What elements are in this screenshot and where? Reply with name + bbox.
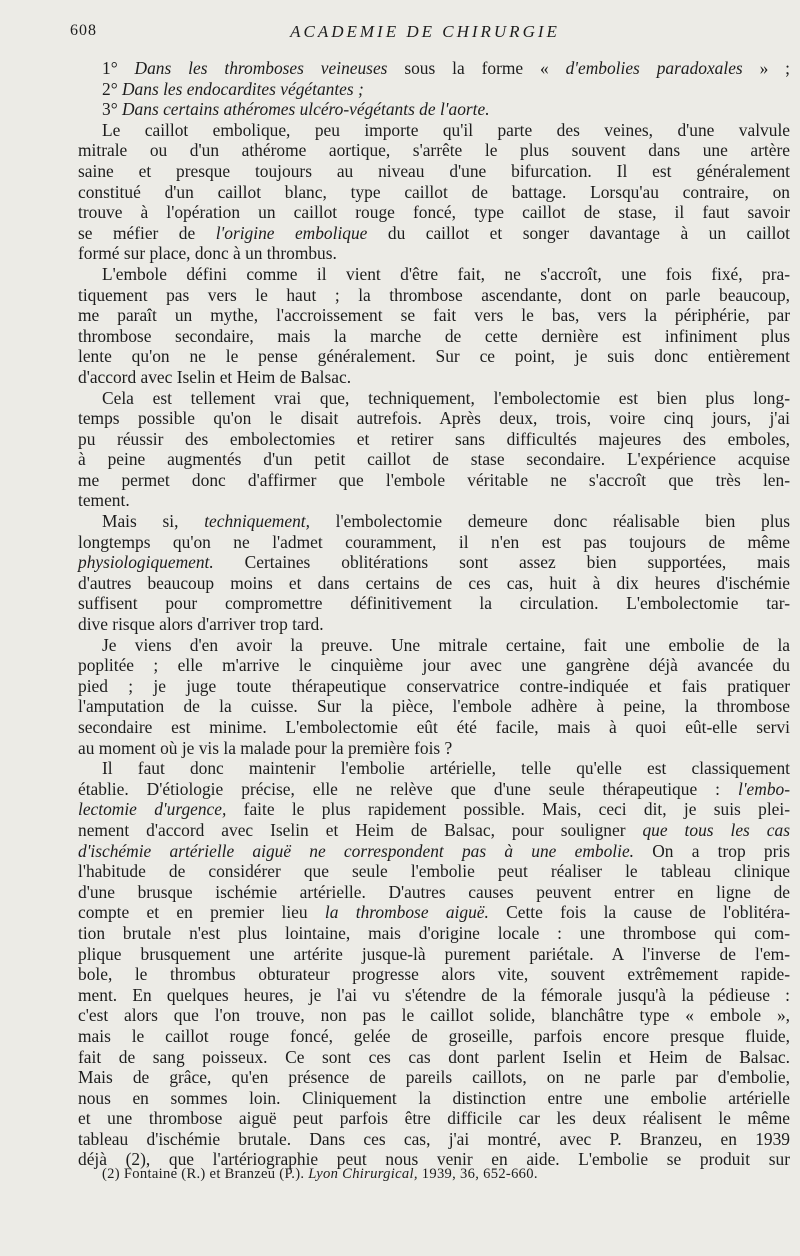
footnote-authors: Fontaine (R.) et Branzeu (P.). bbox=[123, 1166, 305, 1182]
italic-text: la thrombose aiguë. bbox=[324, 902, 489, 923]
text-line bbox=[78, 99, 790, 120]
text-segment: pied ; je juge toute thérapeutique conservatrice contre-indiquée et fais pratiquer bbox=[78, 675, 790, 696]
italic-text: techniquement, bbox=[204, 511, 310, 532]
italic-text: Dans certains athéromes ulcéro-végétants de l'aorte. bbox=[122, 99, 490, 120]
text-line bbox=[78, 1108, 790, 1129]
text-line bbox=[78, 182, 790, 203]
text-segment: fait de sang poisseux. Ce sont ces cas dont parlent Iselin et Heim de Balsac. bbox=[78, 1046, 790, 1067]
text-line bbox=[78, 243, 790, 264]
text-segment: formé sur place, donc à un thrombus. bbox=[78, 243, 337, 264]
text-segment: l'embolectomie demeure donc réalisable bien plus bbox=[309, 511, 790, 532]
text-segment: d'une brusque ischémie artérielle. D'autres causes peuvent entrer en ligne de bbox=[78, 881, 790, 902]
text-segment: compte et en premier lieu bbox=[78, 902, 325, 923]
text-segment: mais le caillot rouge foncé, gelée de groseille, parfois encore presque fluide, bbox=[78, 1025, 790, 1046]
text-segment: 1° bbox=[102, 58, 135, 78]
italic-text: Dans les thromboses veineuses bbox=[134, 58, 388, 78]
text-line bbox=[78, 470, 790, 491]
text-segment: trouve à l'opération un caillot rouge foncé, type caillot de stase, il faut savoir bbox=[78, 202, 790, 223]
text-line bbox=[78, 532, 790, 553]
text-line bbox=[78, 614, 790, 635]
italic-text: l'origine embolique bbox=[215, 222, 368, 243]
italic-text: physiologiquement. bbox=[78, 552, 214, 573]
text-line bbox=[78, 264, 790, 285]
text-segment: dive risque alors d'arriver trop tard. bbox=[78, 614, 324, 635]
text-segment: plique brusquement une artérite jusque-là purement pariétale. A l'inverse de l'em- bbox=[78, 943, 790, 964]
text-segment: Il faut donc maintenir l'embolie artérielle, telle qu'elle est classiquement bbox=[102, 758, 790, 779]
text-segment: à peine augmentés d'un petit caillot de stase secondaire. L'expérience acquise bbox=[78, 449, 790, 470]
text-line bbox=[78, 820, 790, 841]
text-segment: temps possible qu'on le disait autrefois. Après deux, trois, voire cinq jours, j'ai bbox=[78, 408, 790, 429]
text-line bbox=[78, 1005, 790, 1026]
italic-text: Dans les endocardites végétantes ; bbox=[122, 78, 364, 99]
text-segment: au moment où je vis la malade pour la première fois ? bbox=[78, 737, 453, 758]
text-segment: tement. bbox=[78, 490, 130, 511]
text-line bbox=[78, 985, 790, 1006]
text-segment: l'habitude de considérer que seule l'embolie peut réaliser le tableau clinique bbox=[78, 861, 790, 882]
text-line bbox=[78, 655, 790, 676]
text-segment: Le caillot embolique, peu importe qu'il parte des veines, d'une valvule bbox=[102, 119, 790, 140]
text-segment: Mais si, bbox=[102, 511, 205, 532]
text-line bbox=[78, 717, 790, 738]
italic-text: d'embolies paradoxales bbox=[565, 58, 743, 78]
text-segment: se méfier de bbox=[78, 222, 216, 243]
text-segment: thrombose secondaire, mais la marche de cette dernière est infiniment plus bbox=[78, 325, 790, 346]
text-segment: saine et presque toujours au niveau d'une bifurcation. Il est généralement bbox=[78, 160, 790, 181]
text-line bbox=[78, 738, 790, 759]
text-line bbox=[78, 635, 790, 656]
text-segment: c'est alors que l'on trouve, non pas le caillot solide, blanchâtre type « embole », bbox=[78, 1005, 790, 1026]
italic-text: que tous les cas bbox=[642, 819, 790, 840]
text-segment: d'autres beaucoup moins et dans certains de ces cas, huit à dix heures d'ischémie bbox=[78, 572, 790, 593]
text-line bbox=[78, 408, 790, 429]
text-segment: Cela est tellement vrai que, techniquement, l'embolectomie est bien plus long- bbox=[102, 387, 790, 408]
text-line bbox=[78, 1047, 790, 1068]
text-segment: L'embole défini comme il vient d'être fait, ne s'accroît, une fois fixé, pra- bbox=[102, 263, 790, 284]
text-line bbox=[78, 305, 790, 326]
text-segment: établie. D'étiologie précise, elle ne relève que d'une seule thérapeutique : bbox=[78, 778, 738, 799]
text-line bbox=[78, 79, 790, 100]
text-segment: Certaines oblitérations sont assez bien supportées, mais bbox=[213, 552, 790, 573]
italic-text: l'embo- bbox=[737, 778, 790, 799]
text-segment: sous la forme « bbox=[387, 58, 566, 78]
italic-text: lectomie d'urgence, bbox=[78, 799, 227, 820]
body-text bbox=[78, 58, 790, 1170]
text-line bbox=[78, 388, 790, 409]
text-segment: tiquement pas vers le haut ; la thrombose ascendante, dont on parle beaucoup, bbox=[78, 284, 790, 305]
text-line bbox=[78, 120, 790, 141]
text-line bbox=[78, 758, 790, 779]
text-segment: On a trop pris bbox=[634, 840, 790, 861]
text-line bbox=[78, 202, 790, 223]
text-segment: Mais de grâce, qu'en présence de pareils caillots, on ne parle par d'embolie, bbox=[78, 1067, 790, 1088]
italic-text: d'ischémie artérielle aiguë ne correspondent pas à une embolie. bbox=[78, 840, 635, 861]
text-segment: lente qu'on ne le pense généralement. Sur ce point, je suis donc entièrement bbox=[78, 346, 790, 367]
text-line bbox=[78, 223, 790, 244]
text-line bbox=[78, 944, 790, 965]
text-line bbox=[78, 696, 790, 717]
text-line bbox=[78, 449, 790, 470]
text-line bbox=[78, 593, 790, 614]
text-line bbox=[78, 1129, 790, 1150]
text-segment: suffisent pour compromettre définitivement la circulation. L'embolectomie tar- bbox=[78, 593, 790, 614]
text-line bbox=[78, 861, 790, 882]
text-line bbox=[78, 58, 790, 79]
footnote bbox=[102, 1166, 538, 1183]
footnote-marker: (2) bbox=[102, 1166, 120, 1182]
text-line bbox=[78, 285, 790, 306]
page-header bbox=[70, 22, 780, 44]
footnote-details: 1939, 36, 652-660. bbox=[421, 1166, 538, 1182]
text-segment: 3° bbox=[102, 99, 122, 120]
text-segment: bole, le thrombus obturateur progresse alors vite, souvent extrêmement rapide- bbox=[78, 964, 790, 985]
text-line bbox=[78, 140, 790, 161]
text-segment: me paraît un mythe, l'accroissement se fait vers le bas, vers la périphérie, par bbox=[78, 305, 790, 326]
text-line bbox=[78, 902, 790, 923]
text-segment: ment. En quelques heures, je l'ai vu s'étendre de la fémorale jusqu'à la pédieuse : bbox=[78, 984, 790, 1005]
text-line bbox=[78, 676, 790, 697]
text-line bbox=[78, 511, 790, 532]
text-segment: nous en sommes loin. Cliniquement la distinction entre une embolie artérielle bbox=[78, 1087, 790, 1108]
text-segment: constitué d'un caillot blanc, type caillot de battage. Lorsqu'au contraire, on bbox=[78, 181, 790, 202]
text-line bbox=[78, 1088, 790, 1109]
text-line bbox=[78, 346, 790, 367]
text-line bbox=[78, 1026, 790, 1047]
text-segment: faite le plus rapidement possible. Mais, ceci dit, je suis plei- bbox=[226, 799, 790, 820]
text-line bbox=[78, 779, 790, 800]
text-line bbox=[78, 326, 790, 347]
text-segment: pu réussir des embolectomies et retirer sans difficultés majeures des emboles, bbox=[78, 428, 790, 449]
text-line bbox=[78, 882, 790, 903]
footnote-journal: Lyon Chirurgical, bbox=[308, 1166, 418, 1182]
page-number: 608 bbox=[70, 22, 97, 39]
text-segment: et une thrombose aiguë peut parfois être difficile car les deux réalisent le même bbox=[78, 1108, 790, 1129]
text-segment: secondaire est minime. L'embolectomie eût été facile, mais à quoi eût-elle servi bbox=[78, 717, 790, 737]
text-segment: du caillot et songer davantage à un caillot bbox=[367, 222, 790, 243]
text-line bbox=[78, 964, 790, 985]
text-segment: 2° bbox=[102, 78, 122, 99]
text-segment: » ; bbox=[742, 58, 791, 78]
text-segment: mitrale ou d'un athérome aortique, s'arrête le plus souvent dans une artère bbox=[78, 140, 790, 161]
running-head: ACADEMIE DE CHIRURGIE bbox=[290, 22, 560, 41]
text-line bbox=[78, 490, 790, 511]
text-segment: Je viens d'en avoir la preuve. Une mitrale certaine, fait une embolie de la bbox=[102, 634, 790, 655]
text-segment: poplitée ; elle m'arrive le cinquième jour avec une gangrène déjà avancée du bbox=[78, 655, 790, 676]
text-line bbox=[78, 367, 790, 388]
text-segment: me permet donc d'affirmer que l'embole véritable ne s'accroît que très len- bbox=[78, 469, 790, 490]
text-line bbox=[78, 923, 790, 944]
text-segment: longtemps qu'on ne l'admet couramment, il n'en est pas toujours de même bbox=[78, 531, 790, 552]
text-segment: Cette fois la cause de l'oblitéra- bbox=[488, 902, 790, 923]
text-line bbox=[78, 841, 790, 862]
text-line bbox=[78, 552, 790, 573]
text-segment: tableau d'ischémie brutale. Dans ces cas, j'ai montré, avec P. Branzeu, en 1939 bbox=[78, 1128, 790, 1149]
text-line bbox=[78, 161, 790, 182]
text-line bbox=[78, 573, 790, 594]
text-line bbox=[78, 429, 790, 450]
text-line bbox=[78, 1067, 790, 1088]
text-line bbox=[78, 799, 790, 820]
text-segment: l'amputation de la cuisse. Sur la pièce, l'embole adhère à peine, la thrombose bbox=[78, 696, 790, 717]
text-segment: déjà (2), que l'artériographie peut nous venir en aide. L'embolie se produit sur bbox=[78, 1149, 790, 1170]
text-segment: nement d'accord avec Iselin et Heim de Balsac, pour souligner bbox=[78, 819, 643, 840]
text-segment: d'accord avec Iselin et Heim de Balsac. bbox=[78, 366, 352, 387]
text-segment: tion brutale n'est plus lointaine, mais d'origine locale : une thrombose qui com- bbox=[78, 922, 790, 943]
